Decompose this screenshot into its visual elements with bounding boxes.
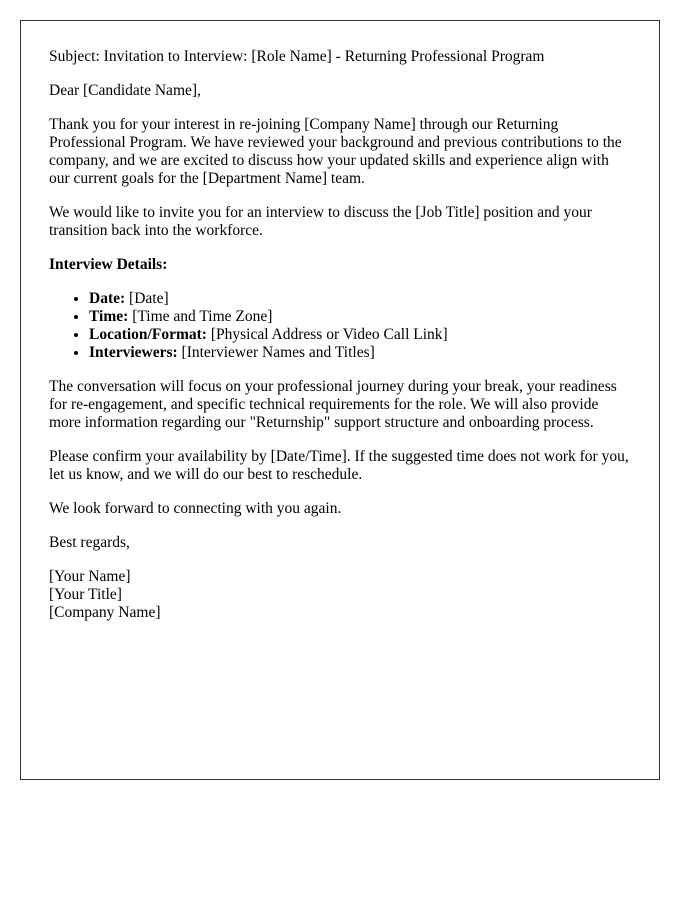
interview-details-list <box>49 290 631 362</box>
letter-paragraph-closing-line: We look forward to connecting with you again. <box>49 500 342 517</box>
letter-paragraph-invitation: We would like to invite you for an interview to discuss the [Job Title] position and your transition back into the workforce. <box>49 204 592 239</box>
detail-label: Interviewers: <box>89 344 178 361</box>
detail-item-interviewers <box>89 344 631 362</box>
detail-value: [Physical Address or Video Call Link] <box>206 326 448 343</box>
detail-item-date <box>89 290 631 308</box>
detail-label: Time: <box>89 308 129 325</box>
letter-subject: Subject: Invitation to Interview: [Role Name] - Returning Professional Program <box>49 48 545 65</box>
letter-salutation: Dear [Candidate Name], <box>49 82 201 99</box>
detail-item-location <box>89 326 631 344</box>
detail-value: [Time and Time Zone] <box>128 308 273 325</box>
detail-label: Location/Format: <box>89 326 207 343</box>
detail-value: [Date] <box>125 290 169 307</box>
letter-container <box>20 20 660 780</box>
detail-item-time <box>89 308 631 326</box>
detail-value: [Interviewer Names and Titles] <box>177 344 375 361</box>
letter-closing: Best regards, <box>49 534 130 551</box>
letter-paragraph-focus: The conversation will focus on your professional journey during your break, your readiness for re-engagement, and specific technical requirements for the role. We will also provide more information regarding our "Returnship" support structure and onboarding process. <box>49 378 617 431</box>
signature-title: [Your Title] <box>49 586 122 603</box>
signature-name: [Your Name] <box>49 568 131 585</box>
signature-company: [Company Name] <box>49 604 161 621</box>
detail-label: Date: <box>89 290 126 307</box>
letter-paragraph-confirm: Please confirm your availability by [Date/Time]. If the suggested time does not work for you, let us know, and we will do our best to reschedule. <box>49 448 629 483</box>
letter-paragraph-intro: Thank you for your interest in re-joining [Company Name] through our Returning Professional Program. We have reviewed your background and previous contributions to the company, and we are excited to discuss how your updated skills and experience align with our current goals for the [Department Name] team. <box>49 116 622 187</box>
interview-details-heading: Interview Details: <box>49 256 168 273</box>
signature-block <box>49 568 631 622</box>
